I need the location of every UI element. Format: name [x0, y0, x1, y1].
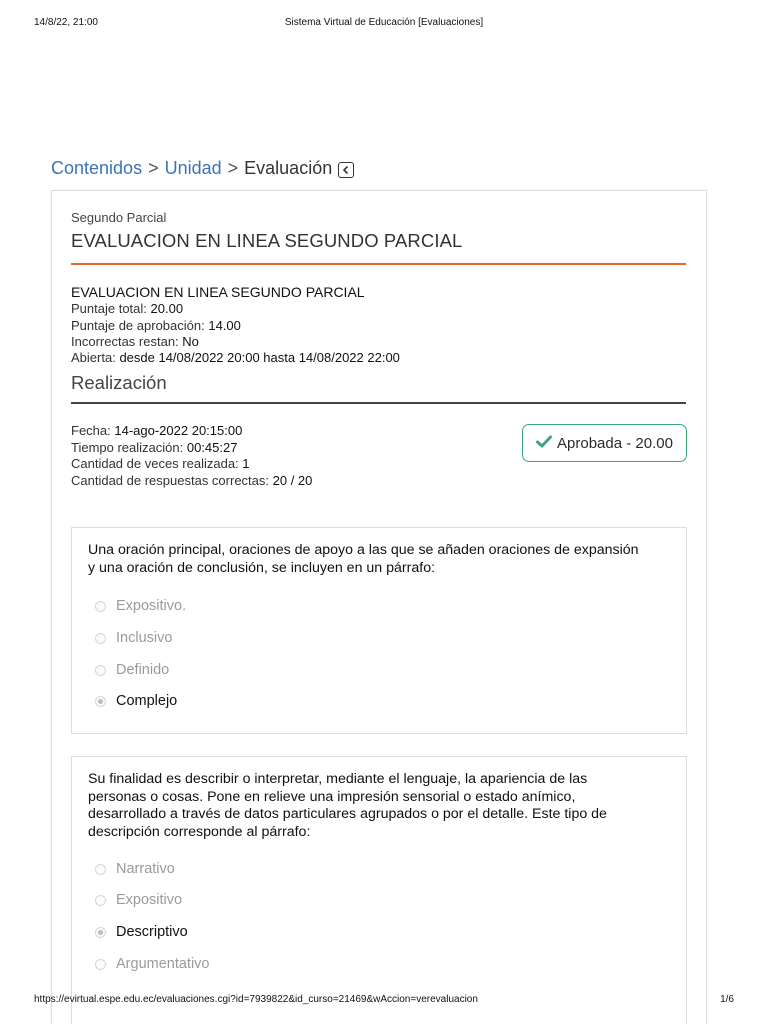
- answer-option[interactable]: [95, 662, 169, 678]
- breadcrumb-current: Evaluación: [244, 158, 333, 178]
- incorrectas-label: Incorrectas restan:: [71, 333, 179, 349]
- print-footer: [0, 994, 768, 1008]
- print-header: [0, 17, 768, 31]
- puntaje-total-row: [71, 301, 400, 317]
- answer-label: Expositivo: [116, 892, 183, 908]
- correctas-value: 20 / 20: [272, 472, 313, 488]
- radio-button-checked[interactable]: [95, 696, 106, 707]
- answer-option[interactable]: [95, 861, 175, 877]
- answer-label: Descriptivo: [116, 924, 188, 940]
- abierta-value: desde 14/08/2022 20:00 hasta 14/08/2022 22:00: [119, 350, 400, 366]
- incorrectas-value: No: [182, 333, 199, 349]
- question-card: [71, 756, 687, 1024]
- puntaje-total-label: Puntaje total:: [71, 301, 147, 317]
- answer-option[interactable]: [95, 956, 210, 972]
- info-title: EVALUACION EN LINEA SEGUNDO PARCIAL: [71, 284, 365, 300]
- back-arrow-icon[interactable]: [338, 162, 354, 178]
- breadcrumb-separator: >: [227, 158, 239, 178]
- veces-value: 1: [242, 456, 250, 471]
- question-card: [71, 527, 687, 734]
- realizacion-divider: [71, 402, 686, 404]
- answer-option[interactable]: [95, 598, 186, 614]
- answer-label: Narrativo: [116, 861, 175, 877]
- answer-option-selected[interactable]: [95, 924, 188, 940]
- tiempo-value: 00:45:27: [186, 439, 238, 455]
- answer-label: Argumentativo: [116, 956, 210, 972]
- answer-option[interactable]: [95, 630, 172, 646]
- breadcrumb: [51, 158, 354, 179]
- evaluation-card: [51, 190, 707, 1024]
- evaluation-subtitle: Segundo Parcial: [71, 210, 167, 225]
- title-divider: [71, 263, 686, 265]
- check-icon: [536, 435, 552, 452]
- print-window-title: Sistema Virtual de Educación [Evaluaciones]: [284, 17, 484, 28]
- breadcrumb-unidad-link[interactable]: Unidad: [164, 158, 222, 178]
- radio-button[interactable]: [95, 895, 106, 906]
- puntaje-aprobacion-label: Puntaje de aprobación:: [71, 317, 205, 333]
- radio-button[interactable]: [95, 864, 106, 875]
- answer-option[interactable]: [95, 892, 182, 908]
- evaluation-title: EVALUACION EN LINEA SEGUNDO PARCIAL: [71, 230, 463, 251]
- breadcrumb-separator: >: [148, 158, 159, 178]
- print-url: https://evirtual.espe.edu.ec/evaluaciones.cgi?id=7939822&id_curso=21469&wAccion=verevaluacion: [34, 994, 478, 1005]
- veces-row: [71, 456, 312, 473]
- tiempo-label: Tiempo realización:: [71, 439, 184, 455]
- abierta-label: Abierta:: [71, 350, 116, 366]
- answer-label: Complejo: [116, 693, 178, 709]
- fecha-label: Fecha:: [71, 423, 111, 438]
- incorrectas-row: [71, 334, 400, 350]
- print-datetime: 14/8/22, 21:00: [34, 17, 98, 28]
- puntaje-aprobacion-row: [71, 318, 400, 334]
- correctas-label: Cantidad de respuestas correctas:: [71, 472, 269, 488]
- abierta-row: [71, 350, 400, 366]
- breadcrumb-contenidos-link[interactable]: Contenidos: [51, 158, 143, 178]
- radio-button[interactable]: [95, 665, 106, 676]
- puntaje-total-value: 20.00: [150, 301, 184, 317]
- answer-option-selected[interactable]: [95, 693, 177, 709]
- status-badge: [522, 424, 687, 462]
- radio-button[interactable]: [95, 959, 106, 970]
- veces-label: Cantidad de veces realizada:: [71, 456, 239, 471]
- realizacion-title: Realización: [71, 372, 167, 393]
- print-page-number: 1/6: [720, 994, 734, 1005]
- answer-label: Expositivo.: [116, 598, 187, 614]
- status-text: Aprobada - 20.00: [557, 434, 673, 452]
- answer-label: Inclusivo: [116, 630, 173, 646]
- radio-button[interactable]: [95, 633, 106, 644]
- fecha-row: [71, 423, 312, 440]
- answer-label: Definido: [116, 662, 170, 678]
- puntaje-aprobacion-value: 14.00: [208, 317, 241, 333]
- question-text: Una oración principal, oraciones de apoyo a las que se añaden oraciones de expansión y una oración de conclusión, se incluyen en un párrafo:: [88, 542, 639, 576]
- tiempo-row: [71, 440, 312, 457]
- realizacion-stats: [71, 423, 312, 489]
- radio-button-checked[interactable]: [95, 927, 106, 938]
- evaluation-info: [71, 284, 400, 366]
- correctas-row: [71, 473, 312, 490]
- question-text: Su finalidad es describir o interpretar, mediante el lenguaje, la apariencia de las personas o cosas. Pone en relieve una impresión sensorial o estado anímico, desarrollado a través de datos particulares agrupados o por el detalle. Este tipo de descripción corresponde al párrafo:: [88, 771, 607, 840]
- fecha-value: 14-ago-2022 20:15:00: [114, 423, 243, 438]
- radio-button[interactable]: [95, 601, 106, 612]
